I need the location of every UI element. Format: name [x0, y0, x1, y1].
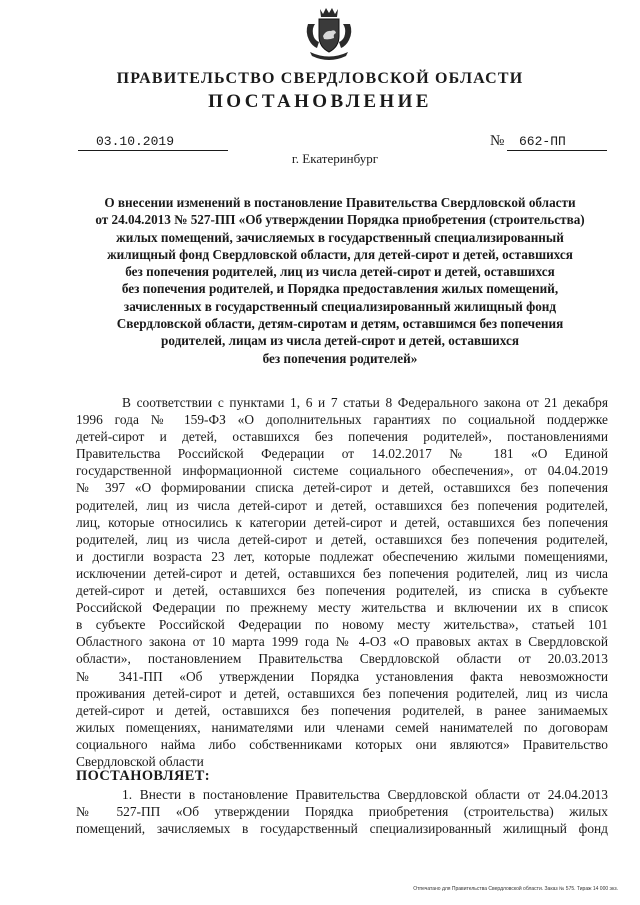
title-line: родителей, лицам из числа детей-сирот и детей, оставшихся [161, 333, 519, 349]
title-line: без попечения родителей, и Порядка предоставления жилых помещений, [121, 281, 559, 297]
government-name: ПРАВИТЕЛЬСТВО СВЕРДЛОВСКОЙ ОБЛАСТИ [116, 70, 524, 87]
preamble-line: № 397 «О формировании списка детей-сирот и детей, оставшихся без попечения [76, 480, 608, 496]
preamble-line: Российской Федерации по прежнему месту жительства и включении их в список [76, 600, 608, 616]
preamble [76, 394, 608, 770]
preamble-line: В соответствии с пунктами 1, 6 и 7 статьи 8 Федерального закона от 21 декабря [122, 395, 608, 410]
title-line: жилищный фонд Свердловской области, для детей-сирот и детей, оставшихся [107, 246, 573, 262]
preamble-line: детей-сирот и детей, оставшихся без попечения родителей, из списка в субъекте [76, 583, 608, 599]
title-line: Свердловской области, детям-сиротам и детям, оставшимся без попечения [116, 316, 564, 332]
clause-line: помещений, зачисляемых в государственный специализированный жилищный фонд [76, 821, 608, 837]
preamble-line: в субъекте Российской Федерации по новому месту жительства», статьей 101 [76, 617, 608, 633]
preamble-line: исключении детей-сирот и детей, оставшихся без попечения родителей, лиц из числа [76, 565, 608, 581]
preamble-line: Областного закона от 10 марта 1999 года № 4-ОЗ «О правовых актах в Свердловской [76, 634, 608, 650]
title-line: О внесении изменений в постановление Правительства Свердловской области [104, 195, 576, 210]
preamble-line: Правительства Российской Федерации от 14.02.2017 № 181 «О Единой [76, 446, 608, 462]
title-line: от 24.04.2013 № 527-ПП «Об утверждении Порядка приобретения (строительства) [95, 212, 585, 228]
preamble-line: детей-сирот и детей, оставшихся без попечения родителей», постановлениями [76, 429, 608, 445]
preamble-line: родителей, лиц из числа детей-сирот и детей, оставшихся без попечения родителей, [76, 497, 608, 513]
preamble-line: 1996 года № 159-ФЗ «О дополнительных гарантиях по социальной поддержке [76, 412, 608, 428]
clause-line: 1. Внести в постановление Правительства Свердловской области от 24.04.2013 [122, 787, 608, 802]
print-footer-note: Отпечатано для Правительства Свердловской области. Заказ № 575. Тираж 14 000 экз. [413, 886, 618, 892]
title-line: без попечения родителей, лиц из числа детей-сирот и детей, оставшихся [125, 264, 555, 280]
preamble-line: социального найма либо собственниками которых они являются» Правительство [76, 736, 608, 752]
title-line: жилых помещений, зачисляемых в государственный специализированный [116, 229, 564, 245]
preamble-line: области», постановлением Правительства Свердловской области от 20.03.2013 [76, 651, 608, 667]
preamble-line: жилых помещениях, нанимателями или членами семей нанимателей по договорам [76, 719, 608, 735]
document-title [70, 194, 610, 367]
preamble-line: детей-сирот и детей, оставшихся без попечения родителей, в ранее занимаемых [76, 702, 608, 718]
document-type: ПОСТАНОВЛЕНИЕ [208, 91, 432, 112]
sverdlovsk-coat-of-arms-icon [300, 6, 358, 64]
document-date: 03.10.2019 [78, 134, 228, 151]
city: г. Екатеринбург [291, 151, 379, 166]
document-number: 662-ПП [507, 134, 607, 151]
preamble-line: Свердловской области [76, 753, 204, 769]
preamble-line: проживания детей-сирот и детей, оставшихся без попечения родителей, лиц из числа [76, 685, 608, 701]
preamble-line: лиц, которые относились к категории детей-сирот и детей, оставшихся без попечения [76, 514, 608, 530]
number-sign: № [490, 133, 505, 149]
preamble-line: родителей, лиц из числа детей-сирот и детей, оставшихся без попечения родителей, [76, 531, 608, 547]
clause-line: № 527-ПП «Об утверждении Порядка приобретения (строительства) жилых [76, 804, 608, 820]
clause-1 [76, 786, 608, 837]
resolve-heading: ПОСТАНОВЛЯЕТ: [76, 768, 210, 784]
preamble-line: № 341-ПП «Об утверждении Порядка установления факта невозможности [76, 668, 608, 684]
title-line: зачисленных в государственный специализированный жилищный фонд [123, 298, 557, 314]
title-line: без попечения родителей» [262, 350, 418, 366]
preamble-line: государственной информационной системе социального обеспечения», от 04.04.2019 [76, 463, 608, 479]
preamble-line: и достигли возраста 23 лет, которые подлежат обеспечению жилыми помещениями, [76, 548, 608, 564]
